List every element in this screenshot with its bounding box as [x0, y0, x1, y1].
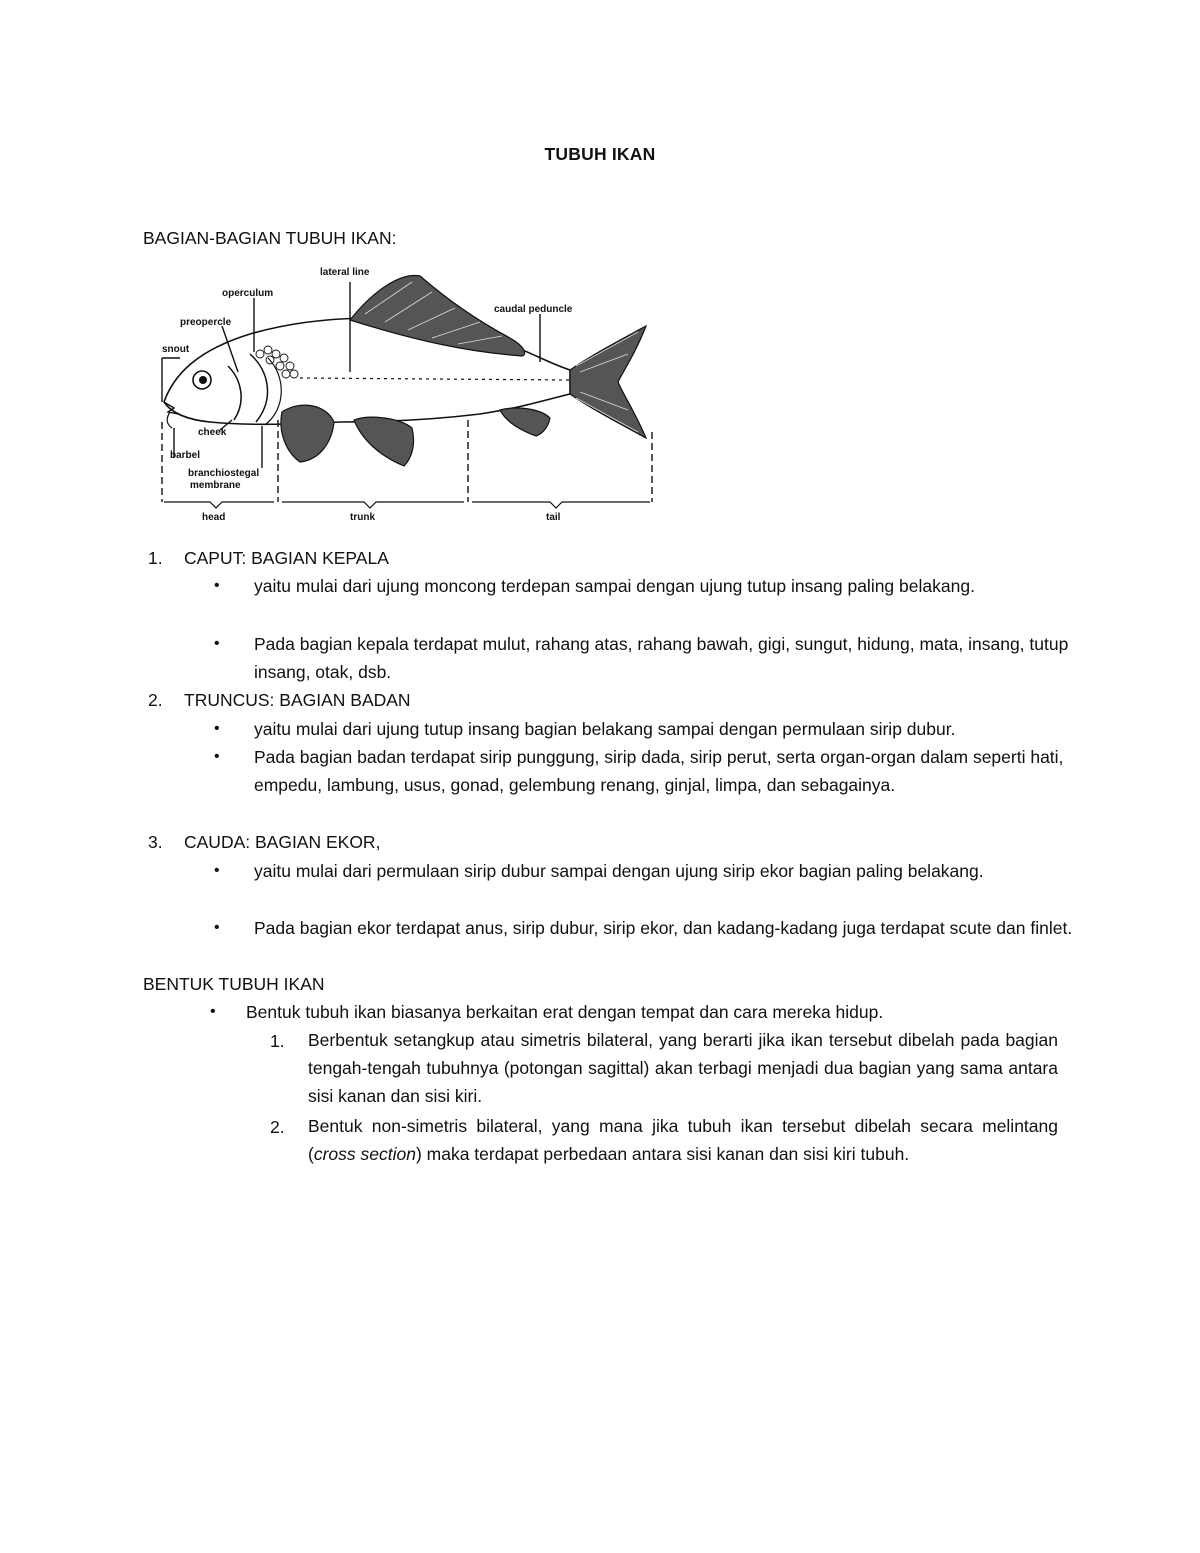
bullet-symbol: •	[214, 748, 220, 765]
label-caudal-peduncle: caudal peduncle	[494, 304, 573, 315]
list-number: 2.	[270, 1117, 285, 1137]
part-label-truncus: TRUNCUS: BAGIAN BADAN	[184, 690, 411, 710]
fish-eye-inner	[199, 376, 207, 384]
label-preopercle: preopercle	[180, 317, 232, 328]
label-operculum: operculum	[222, 288, 274, 299]
list-number: 1.	[148, 548, 163, 568]
label-lateral-line: lateral line	[320, 267, 370, 278]
fish-diagram	[150, 262, 670, 532]
list-item	[308, 1112, 1058, 1168]
fish-scales	[256, 346, 298, 378]
bullet-symbol: •	[214, 720, 220, 737]
label-trunk: trunk	[350, 512, 375, 523]
label-head: head	[202, 512, 226, 523]
fish-barbel	[167, 412, 172, 428]
part-label-caput: CAPUT: BAGIAN KEPALA	[184, 548, 389, 568]
label-cheek: cheek	[198, 427, 227, 438]
fish-dorsal-fin	[350, 275, 525, 356]
bullet-symbol: •	[214, 919, 220, 936]
list-item: Pada bagian badan terdapat sirip punggung, sirip dada, sirip perut, serta organ-organ dalam seperti hati, empedu, lambung, usus, gonad, gelembung renang, ginjal, limpa, dan sebagainya.	[254, 747, 1064, 795]
diagram-region-braces	[164, 502, 650, 508]
section-heading-shape: BENTUK TUBUH IKAN	[143, 974, 325, 994]
list-item: yaitu mulai dari permulaan sirip dubur sampai dengan ujung sirip ekor bagian paling belakang.	[254, 861, 984, 881]
section-heading-parts: BAGIAN-BAGIAN TUBUH IKAN:	[143, 228, 397, 248]
list-number: 1.	[270, 1031, 285, 1051]
list-item: Pada bagian ekor terdapat anus, sirip dubur, sirip ekor, dan kadang-kadang juga terdapat scute dan finlet.	[254, 918, 1073, 938]
list-item: Pada bagian kepala terdapat mulut, rahang atas, rahang bawah, gigi, sungut, hidung, mata, insang, tutup insang, otak, dsb.	[254, 634, 1069, 682]
bullet-symbol: •	[214, 862, 220, 879]
list-number: 2.	[148, 690, 163, 710]
fish-caudal-fin	[570, 326, 646, 438]
shape-text-after: ) maka terdapat perbedaan antara sisi kanan dan sisi kiri tubuh.	[415, 1144, 910, 1164]
fish-preopercle-curve	[228, 366, 241, 420]
diagram-pointer-lines	[162, 282, 540, 468]
list-number: 3.	[148, 832, 163, 852]
fish-pelvic-fin	[354, 417, 414, 466]
fish-diagram-svg	[150, 262, 670, 532]
shape-text-italic: cross section	[313, 1144, 416, 1164]
label-snout: snout	[162, 344, 190, 355]
label-branchiostegal: branchiostegal	[188, 468, 260, 479]
bullet-symbol: •	[214, 635, 220, 652]
fish-anal-fin	[500, 408, 550, 436]
bullet-symbol: •	[214, 577, 220, 594]
list-item: Bentuk tubuh ikan biasanya berkaitan erat dengan tempat dan cara mereka hidup.	[246, 1002, 884, 1022]
fish-lateral-line	[300, 378, 570, 380]
shape-text-before: Bentuk non-simetris bilateral, yang mana jika tubuh ikan tersebut dibelah secara melintang (	[308, 1116, 1058, 1164]
fish-operculum-curve	[250, 354, 267, 422]
part-label-cauda: CAUDA: BAGIAN EKOR,	[184, 832, 381, 852]
list-item: yaitu mulai dari ujung tutup insang bagian belakang sampai dengan permulaan sirip dubur.	[254, 719, 956, 739]
fish-gill-edge	[266, 358, 281, 424]
label-barbel: barbel	[170, 450, 201, 461]
list-item: Berbentuk setangkup atau simetris bilateral, yang berarti jika ikan tersebut dibelah pada bagian tengah-tengah tubuhnya (potongan sagittal) akan terbagi menjadi dua bagian yang sama antara sisi kanan dan sisi kiri.	[308, 1030, 1058, 1106]
list-item: yaitu mulai dari ujung moncong terdepan sampai dengan ujung tutup insang paling belakang.	[254, 576, 975, 596]
label-membrane: membrane	[190, 480, 241, 491]
page-title: TUBUH IKAN	[544, 144, 656, 164]
bullet-symbol: •	[210, 1003, 216, 1020]
label-tail: tail	[546, 512, 561, 523]
fish-pectoral-fin	[281, 405, 334, 462]
